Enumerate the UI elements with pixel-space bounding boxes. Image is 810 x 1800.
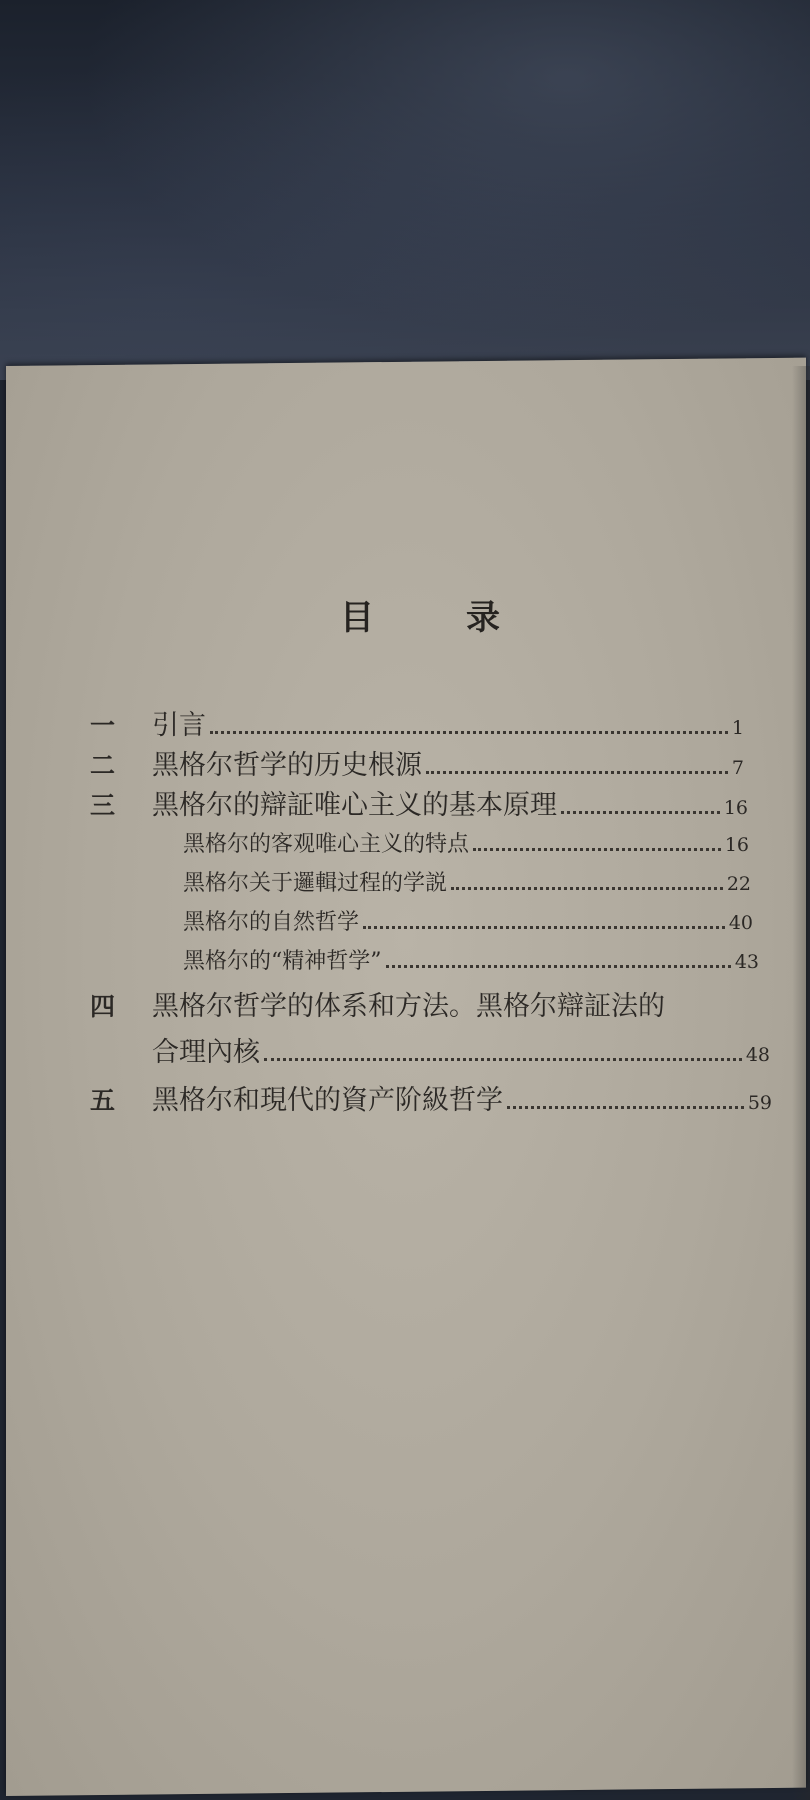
toc-entry-page: 48 <box>745 1044 770 1066</box>
toc-entry-page: 16 <box>723 797 748 819</box>
toc-subentry <box>183 944 759 975</box>
dot-leader <box>507 1106 744 1109</box>
toc-entry <box>90 1078 772 1117</box>
toc-entry <box>90 703 744 742</box>
toc-subentry <box>183 827 749 858</box>
dot-leader <box>426 771 728 774</box>
dot-leader <box>561 811 720 814</box>
fabric-background <box>0 0 810 380</box>
toc-entry-continuation <box>152 1030 770 1069</box>
toc-entry-number: 二 <box>90 751 116 780</box>
toc-entry <box>90 783 748 822</box>
toc-entry-number: 一 <box>90 711 116 740</box>
dot-leader <box>451 887 723 890</box>
toc-entry-number: 四 <box>90 992 116 1021</box>
title-char-2: 录 <box>466 598 500 638</box>
toc-entry-page: 1 <box>731 717 744 739</box>
toc-entry-page: 7 <box>731 757 744 779</box>
toc-entry-label: 黑格尔的辯証唯心主义的基本原理 <box>152 790 557 821</box>
book-page <box>6 358 806 1796</box>
dot-leader <box>473 848 721 851</box>
dot-leader <box>210 731 728 734</box>
toc-entry-page: 43 <box>734 951 759 973</box>
page-title <box>340 590 500 639</box>
toc-entry-label: 黑格尔哲学的历史根源 <box>152 750 422 781</box>
toc-subentry <box>183 866 751 897</box>
toc-entry-label: 合理內核 <box>152 1037 260 1068</box>
toc-entry-number: 三 <box>90 791 116 820</box>
toc-subentry-label: 黑格尔的自然哲学 <box>183 910 360 935</box>
toc-entry-label: 引言 <box>152 710 206 741</box>
toc-entry-label: 黑格尔哲学的体系和方法。黑格尔辯証法的 <box>152 991 665 1022</box>
toc-entry-number: 五 <box>90 1086 116 1115</box>
toc-subentry <box>183 905 753 936</box>
toc-subentry-label: 黑格尔的客观唯心主义的特点 <box>183 832 470 857</box>
toc-entry-page: 59 <box>747 1092 772 1114</box>
dot-leader <box>264 1058 742 1061</box>
toc-entry <box>90 984 750 1023</box>
toc-subentry-label: 黑格尔关于邏輯过程的学説 <box>183 871 448 896</box>
dot-leader <box>363 926 725 929</box>
toc-entry <box>90 743 744 782</box>
title-char-1: 目 <box>340 598 374 638</box>
toc-subentry-label: 黑格尔的“精神哲学” <box>183 949 382 974</box>
dot-leader <box>386 965 731 968</box>
page-edge-shadow <box>792 366 810 1800</box>
toc-entry-page: 22 <box>726 873 751 895</box>
toc-entry-page: 40 <box>728 912 753 934</box>
toc-entry-page: 16 <box>724 834 749 856</box>
toc-entry-label: 黑格尔和現代的資产阶級哲学 <box>152 1085 503 1116</box>
